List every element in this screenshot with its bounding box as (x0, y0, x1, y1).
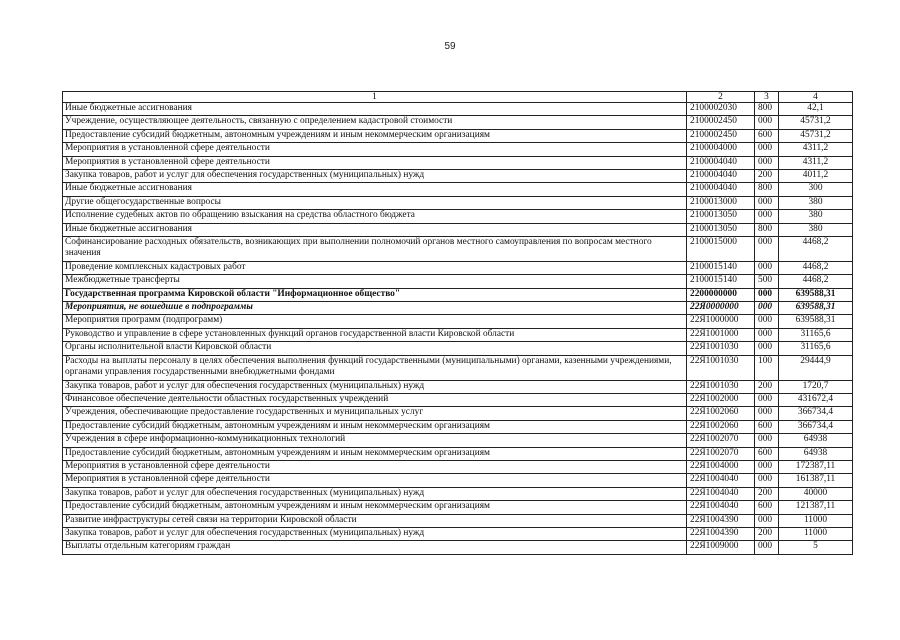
cell-type: 200 (755, 487, 779, 500)
table-row (63, 460, 853, 473)
table-row (63, 434, 853, 447)
cell-code: 2100004000 (687, 143, 755, 156)
cell-amount: 11000 (779, 527, 853, 540)
cell-code: 2100015000 (687, 236, 755, 261)
cell-name: Исполнение судебных актов по обращению взыскания на средства областного бюджета (63, 210, 687, 223)
cell-type: 000 (755, 143, 779, 156)
cell-amount: 300 (779, 183, 853, 196)
table-row (63, 380, 853, 393)
cell-type: 000 (755, 315, 779, 328)
cell-type: 200 (755, 169, 779, 182)
cell-code: 22Я1004040 (687, 474, 755, 487)
table-row (63, 261, 853, 274)
cell-amount: 366734,4 (779, 420, 853, 433)
table-row (63, 541, 853, 554)
column-header-name: 1 (63, 92, 687, 103)
cell-code: 22Я1004040 (687, 501, 755, 514)
table-row (63, 169, 853, 182)
cell-amount: 1720,7 (779, 380, 853, 393)
cell-name: Межбюджетные трансферты (63, 275, 687, 288)
cell-name: Учреждения в сфере информационно-коммуникационных технологий (63, 434, 687, 447)
cell-type: 000 (755, 261, 779, 274)
table-row (63, 223, 853, 236)
cell-code: 22Я1001030 (687, 342, 755, 355)
table-row (63, 129, 853, 142)
cell-name: Софинансирование расходных обязательств, возникающих при выполнении полномочий органов местного самоуправления по вопросам местного значения (63, 236, 687, 261)
table-row (63, 342, 853, 355)
cell-amount: 31165,6 (779, 328, 853, 341)
table-row (63, 116, 853, 129)
cell-code: 22Я1004390 (687, 527, 755, 540)
cell-amount: 64938 (779, 447, 853, 460)
cell-name: Проведение комплексных кадастровых работ (63, 261, 687, 274)
cell-name: Расходы на выплаты персоналу в целях обеспечения выполнения функций государственными (муниципальными) органами, казенными учреждениями, органами управления государственными внебюджетными фондами (63, 355, 687, 380)
table-row (63, 210, 853, 223)
table-row (63, 407, 853, 420)
cell-name: Мероприятия, не вошедшие в подпрограммы (63, 302, 687, 315)
cell-amount: 380 (779, 223, 853, 236)
cell-amount: 121387,11 (779, 501, 853, 514)
cell-code: 22Я1000000 (687, 315, 755, 328)
cell-type: 000 (755, 514, 779, 527)
table-row (63, 527, 853, 540)
cell-name: Мероприятия в установленной сфере деятельности (63, 460, 687, 473)
table-row (63, 447, 853, 460)
cell-code: 2100013050 (687, 210, 755, 223)
cell-type: 000 (755, 236, 779, 261)
cell-type: 000 (755, 460, 779, 473)
cell-code: 22Я1002070 (687, 447, 755, 460)
cell-amount: 4468,2 (779, 275, 853, 288)
cell-amount: 639588,31 (779, 288, 853, 301)
cell-name: Выплаты отдельным категориям граждан (63, 541, 687, 554)
cell-code: 22Я0000000 (687, 302, 755, 315)
cell-name: Государственная программа Кировской области "Информационное общество" (63, 288, 687, 301)
page-number: 59 (444, 41, 456, 52)
cell-amount: 161387,11 (779, 474, 853, 487)
cell-type: 600 (755, 129, 779, 142)
cell-type: 000 (755, 288, 779, 301)
cell-type: 600 (755, 447, 779, 460)
table-row (63, 143, 853, 156)
cell-name: Иные бюджетные ассигнования (63, 103, 687, 116)
cell-amount: 5 (779, 541, 853, 554)
cell-amount: 4011,2 (779, 169, 853, 182)
cell-code: 2100013000 (687, 196, 755, 209)
table-row (63, 196, 853, 209)
cell-code: 2100013050 (687, 223, 755, 236)
cell-code: 22Я1001030 (687, 355, 755, 380)
cell-type: 000 (755, 196, 779, 209)
cell-amount: 172387,11 (779, 460, 853, 473)
cell-type: 100 (755, 355, 779, 380)
cell-name: Мероприятия в установленной сфере деятельности (63, 156, 687, 169)
cell-amount: 31165,6 (779, 342, 853, 355)
cell-code: 2100002450 (687, 129, 755, 142)
cell-code: 2100002450 (687, 116, 755, 129)
cell-name: Предоставление субсидий бюджетным, автономным учреждениям и иным некоммерческим организациям (63, 129, 687, 142)
column-header-code: 2 (687, 92, 755, 103)
table-row (63, 302, 853, 315)
cell-name: Предоставление субсидий бюджетным, автономным учреждениям и иным некоммерческим организациям (63, 447, 687, 460)
cell-name: Мероприятия в установленной сфере деятельности (63, 474, 687, 487)
cell-code: 22Я1004040 (687, 487, 755, 500)
cell-amount: 42,1 (779, 103, 853, 116)
cell-name: Закупка товаров, работ и услуг для обеспечения государственных (муниципальных) нужд (63, 527, 687, 540)
cell-type: 000 (755, 342, 779, 355)
cell-type: 800 (755, 183, 779, 196)
table-row (63, 514, 853, 527)
cell-code: 2200000000 (687, 288, 755, 301)
cell-type: 000 (755, 407, 779, 420)
cell-amount: 4311,2 (779, 156, 853, 169)
cell-name: Органы исполнительной власти Кировской области (63, 342, 687, 355)
cell-type: 000 (755, 302, 779, 315)
cell-amount: 4468,2 (779, 236, 853, 261)
cell-code: 2100004040 (687, 183, 755, 196)
cell-name: Финансовое обеспечение деятельности областных государственных учреждений (63, 394, 687, 407)
budget-table (62, 91, 853, 555)
table-row (63, 328, 853, 341)
cell-name: Закупка товаров, работ и услуг для обеспечения государственных (муниципальных) нужд (63, 487, 687, 500)
cell-code: 22Я1004390 (687, 514, 755, 527)
cell-name: Учреждение, осуществляющее деятельность, связанную с определением кадастровой стоимости (63, 116, 687, 129)
cell-amount: 431672,4 (779, 394, 853, 407)
cell-name: Учреждения, обеспечивающие предоставление государственных и муниципальных услуг (63, 407, 687, 420)
cell-amount: 380 (779, 210, 853, 223)
cell-type: 200 (755, 380, 779, 393)
table-row (63, 394, 853, 407)
cell-code: 2100002030 (687, 103, 755, 116)
table-row (63, 236, 853, 261)
cell-type: 800 (755, 223, 779, 236)
cell-type: 800 (755, 103, 779, 116)
cell-type: 000 (755, 434, 779, 447)
cell-name: Предоставление субсидий бюджетным, автономным учреждениям и иным некоммерческим организациям (63, 420, 687, 433)
cell-name: Руководство и управление в сфере установленных функций органов государственной власти Кировской области (63, 328, 687, 341)
cell-type: 000 (755, 210, 779, 223)
cell-code: 2100015140 (687, 275, 755, 288)
table-row (63, 315, 853, 328)
cell-type: 600 (755, 501, 779, 514)
cell-type: 600 (755, 420, 779, 433)
table-row (63, 103, 853, 116)
cell-amount: 4468,2 (779, 261, 853, 274)
cell-amount: 40000 (779, 487, 853, 500)
cell-name: Другие общегосударственные вопросы (63, 196, 687, 209)
table-row (63, 420, 853, 433)
cell-amount: 11000 (779, 514, 853, 527)
cell-name: Иные бюджетные ассигнования (63, 183, 687, 196)
table-row (63, 501, 853, 514)
column-header-type: 3 (755, 92, 779, 103)
cell-amount: 4311,2 (779, 143, 853, 156)
table-row (63, 288, 853, 301)
cell-code: 22Я1004000 (687, 460, 755, 473)
cell-name: Мероприятия программ (подпрограмм) (63, 315, 687, 328)
cell-amount: 639588,31 (779, 315, 853, 328)
table-row (63, 183, 853, 196)
cell-code: 22Я1002000 (687, 394, 755, 407)
cell-name: Закупка товаров, работ и услуг для обеспечения государственных (муниципальных) нужд (63, 380, 687, 393)
table-header-row (63, 92, 853, 103)
column-header-amount: 4 (779, 92, 853, 103)
cell-type: 000 (755, 328, 779, 341)
cell-type: 500 (755, 275, 779, 288)
cell-code: 22Я1009000 (687, 541, 755, 554)
cell-amount: 639588,31 (779, 302, 853, 315)
cell-code: 2100004040 (687, 169, 755, 182)
table-row (63, 275, 853, 288)
cell-name: Иные бюджетные ассигнования (63, 223, 687, 236)
cell-code: 2100015140 (687, 261, 755, 274)
table-row (63, 474, 853, 487)
cell-type: 000 (755, 116, 779, 129)
cell-amount: 29444,9 (779, 355, 853, 380)
table-row (63, 355, 853, 380)
cell-name: Мероприятия в установленной сфере деятельности (63, 143, 687, 156)
cell-type: 000 (755, 541, 779, 554)
cell-type: 200 (755, 527, 779, 540)
cell-name: Предоставление субсидий бюджетным, автономным учреждениям и иным некоммерческим организациям (63, 501, 687, 514)
cell-name: Закупка товаров, работ и услуг для обеспечения государственных (муниципальных) нужд (63, 169, 687, 182)
cell-name: Развитие инфраструктуры сетей связи на территории Кировской области (63, 514, 687, 527)
cell-code: 22Я1002060 (687, 407, 755, 420)
cell-amount: 366734,4 (779, 407, 853, 420)
cell-code: 22Я1002060 (687, 420, 755, 433)
cell-code: 22Я1001030 (687, 380, 755, 393)
cell-type: 000 (755, 156, 779, 169)
cell-amount: 45731,2 (779, 116, 853, 129)
cell-code: 22Я1001000 (687, 328, 755, 341)
table-row (63, 156, 853, 169)
cell-amount: 45731,2 (779, 129, 853, 142)
cell-type: 000 (755, 394, 779, 407)
cell-code: 2100004040 (687, 156, 755, 169)
table-row (63, 487, 853, 500)
cell-code: 22Я1002070 (687, 434, 755, 447)
cell-amount: 64938 (779, 434, 853, 447)
cell-type: 000 (755, 474, 779, 487)
cell-amount: 380 (779, 196, 853, 209)
